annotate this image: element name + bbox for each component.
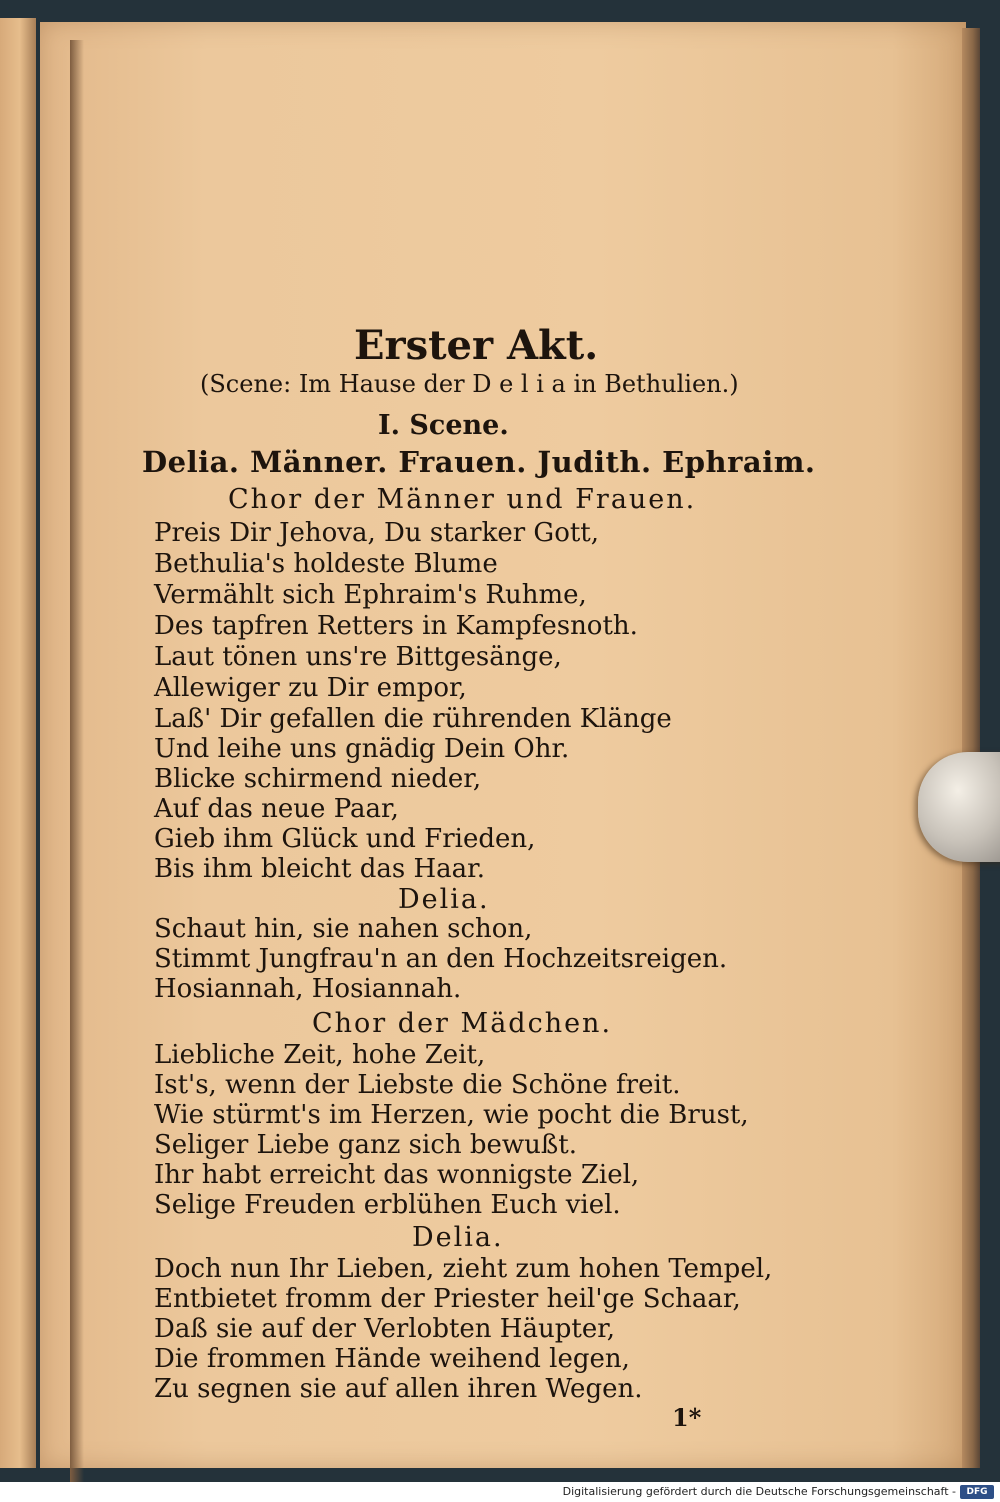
verse-line: Zu segnen sie auf allen ihren Wegen.: [154, 1374, 643, 1404]
dfg-logo: DFG: [960, 1485, 994, 1499]
verse-line: Laut tönen uns're Bittgesänge,: [154, 642, 562, 672]
speaker-label: Delia.: [412, 1222, 504, 1253]
verse-line: Blicke schirmend nieder,: [154, 764, 482, 794]
verse-line: Auf das neue Paar,: [154, 794, 399, 824]
verse-line: Laß' Dir gefallen die rührenden Klänge: [154, 704, 672, 734]
verse-line: Stimmt Jungfrau'n an den Hochzeitsreigen.: [154, 944, 728, 974]
speaker-label: Chor der Mädchen.: [312, 1008, 613, 1039]
verse-line: Daß sie auf der Verlobten Häupter,: [154, 1314, 616, 1344]
verse-line: Hosiannah, Hosiannah.: [154, 974, 462, 1004]
verse-line: Die frommen Hände weihend legen,: [154, 1344, 630, 1374]
scene-heading: I. Scene.: [378, 410, 509, 441]
footer-bar: [0, 1482, 1000, 1502]
footer-credit: Digitalisierung gefördert durch die Deutsche Forschungsgemeinschaft -: [562, 1485, 956, 1498]
verse-line: Liebliche Zeit, hohe Zeit,: [154, 1040, 486, 1070]
verse-line: Und leihe uns gnädig Dein Ohr.: [154, 734, 570, 764]
verse-line: Doch nun Ihr Lieben, zieht zum hohen Tempel,: [154, 1254, 773, 1284]
verse-line: Gieb ihm Glück und Frieden,: [154, 824, 536, 854]
act-title: Erster Akt.: [354, 322, 599, 369]
verse-line: Bis ihm bleicht das Haar.: [154, 854, 485, 884]
verse-line: Ihr habt erreicht das wonnigste Ziel,: [154, 1160, 640, 1190]
speaker-label: Chor der Männer und Frauen.: [228, 484, 697, 515]
verse-line: Ist's, wenn der Liebste die Schöne freit.: [154, 1070, 681, 1100]
verse-line: Des tapfren Retters in Kampfesnoth.: [154, 611, 638, 641]
verse-line: Bethulia's holdeste Blume: [154, 549, 498, 579]
verse-line: Wie stürmt's im Herzen, wie pocht die Brust,: [154, 1100, 749, 1130]
verse-line: Seliger Liebe ganz sich bewußt.: [154, 1130, 578, 1160]
page-number: 1*: [672, 1403, 702, 1432]
verse-line: Selige Freuden erblühen Euch viel.: [154, 1190, 621, 1220]
speaker-label: Delia.: [398, 884, 490, 915]
verse-line: Vermählt sich Ephraim's Ruhme,: [154, 580, 587, 610]
verse-line: Allewiger zu Dir empor,: [154, 673, 467, 703]
verse-line: Preis Dir Jehova, Du starker Gott,: [154, 518, 600, 548]
stage-direction: (Scene: Im Hause der D e l i a in Bethulien.): [200, 370, 739, 398]
verse-line: Entbietet fromm der Priester heil'ge Schaar,: [154, 1284, 741, 1314]
verse-line: Schaut hin, sie nahen schon,: [154, 914, 533, 944]
character-list: Delia. Männer. Frauen. Judith. Ephraim.: [142, 445, 816, 479]
